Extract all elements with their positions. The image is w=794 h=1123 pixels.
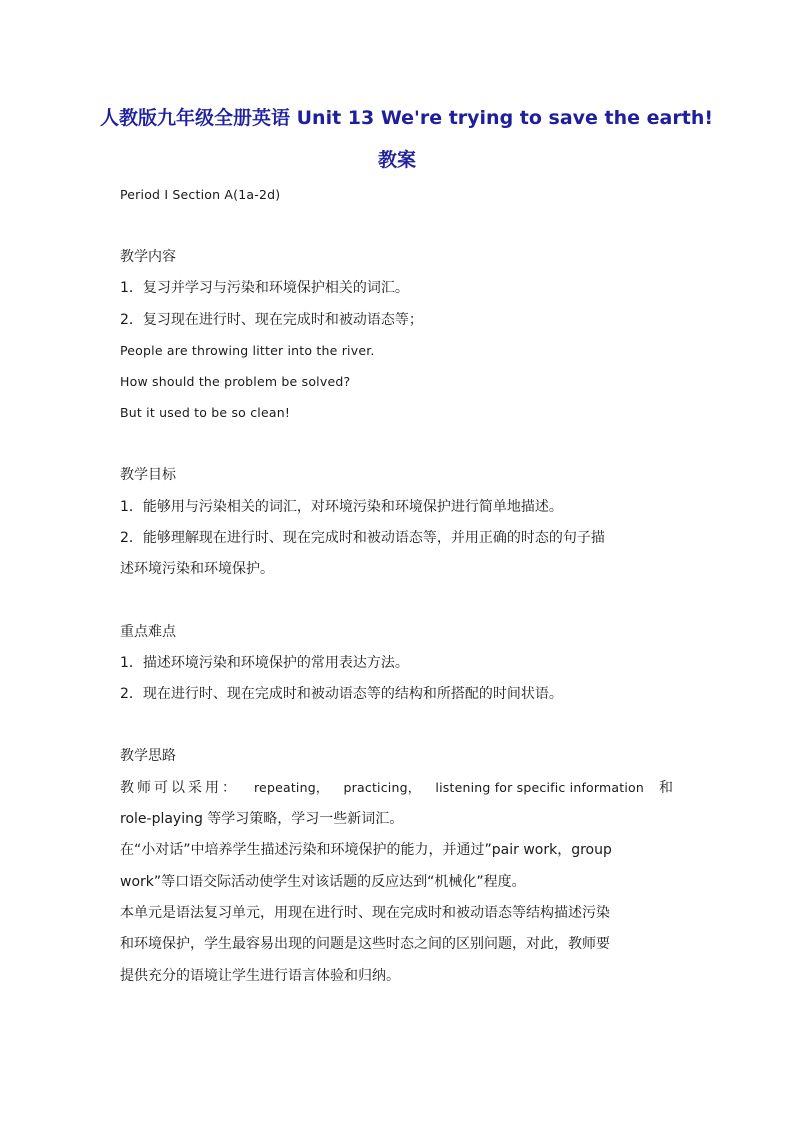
section-heading-key-points: 重点难点 <box>120 624 176 640</box>
section-heading-objectives: 教学目标 <box>120 467 176 483</box>
approach-paragraph-2-line-2: work”等口语交际活动使学生对该话题的反应达到“机械化”程度。 <box>120 874 526 890</box>
key-point-item-2: 2．现在进行时、现在完成时和被动语态等的结构和所搭配的时间状语。 <box>120 686 563 702</box>
approach-paragraph-3-line-1: 本单元是语法复习单元，用现在进行时、现在完成时和被动语态等结构描述污染 <box>120 905 610 921</box>
approach-paragraph-1-line-2: role-playing 等学习策略，学习一些新词汇。 <box>120 811 404 827</box>
example-sentence-3: But it used to be so clean! <box>120 405 291 420</box>
document-subtitle: 教案 <box>377 149 416 171</box>
content-item-1: 1．复习并学习与污染和环境保护相关的词汇。 <box>120 280 409 296</box>
approach-text-and: 和 <box>659 780 673 796</box>
approach-paragraph-3-line-3: 提供充分的语境让学生进行语言体验和归纳。 <box>120 968 400 984</box>
approach-text-part: 教师可以采用： <box>120 780 239 796</box>
approach-term-practicing: practicing， <box>343 780 421 795</box>
content-item-2: 2．复习现在进行时、现在完成时和被动语态等； <box>120 312 423 328</box>
approach-paragraph-2-line-1: 在“小对话”中培养学生描述污染和环境保护的能力，并通过”pair work，group <box>120 842 612 858</box>
period-label: Period I Section A(1a-2d) <box>120 187 281 202</box>
example-sentence-1: People are throwing litter into the river. <box>120 343 375 358</box>
approach-term-listening: listening for specific information <box>435 780 645 795</box>
approach-term-repeating: repeating， <box>253 780 329 795</box>
objective-item-2-cont: 述环境污染和环境保护。 <box>120 561 274 577</box>
objective-item-2: 2．能够理解现在进行时、现在完成时和被动语态等，并用正确的时态的句子描 <box>120 530 605 546</box>
approach-paragraph-3-line-2: 和环境保护，学生最容易出现的问题是这些时态之间的区别问题，对此，教师要 <box>120 936 610 952</box>
approach-paragraph-1-line-1 <box>120 778 673 798</box>
section-heading-approach: 教学思路 <box>120 748 176 764</box>
key-point-item-1: 1．描述环境污染和环境保护的常用表达方法。 <box>120 655 409 671</box>
objective-item-1: 1．能够用与污染相关的词汇，对环境污染和环境保护进行简单地描述。 <box>120 499 563 515</box>
example-sentence-2: How should the problem be solved? <box>120 374 351 389</box>
document-title: 人教版九年级全册英语 Unit 13 We're trying to save the earth! <box>100 107 714 129</box>
section-heading-content: 教学内容 <box>120 249 176 265</box>
